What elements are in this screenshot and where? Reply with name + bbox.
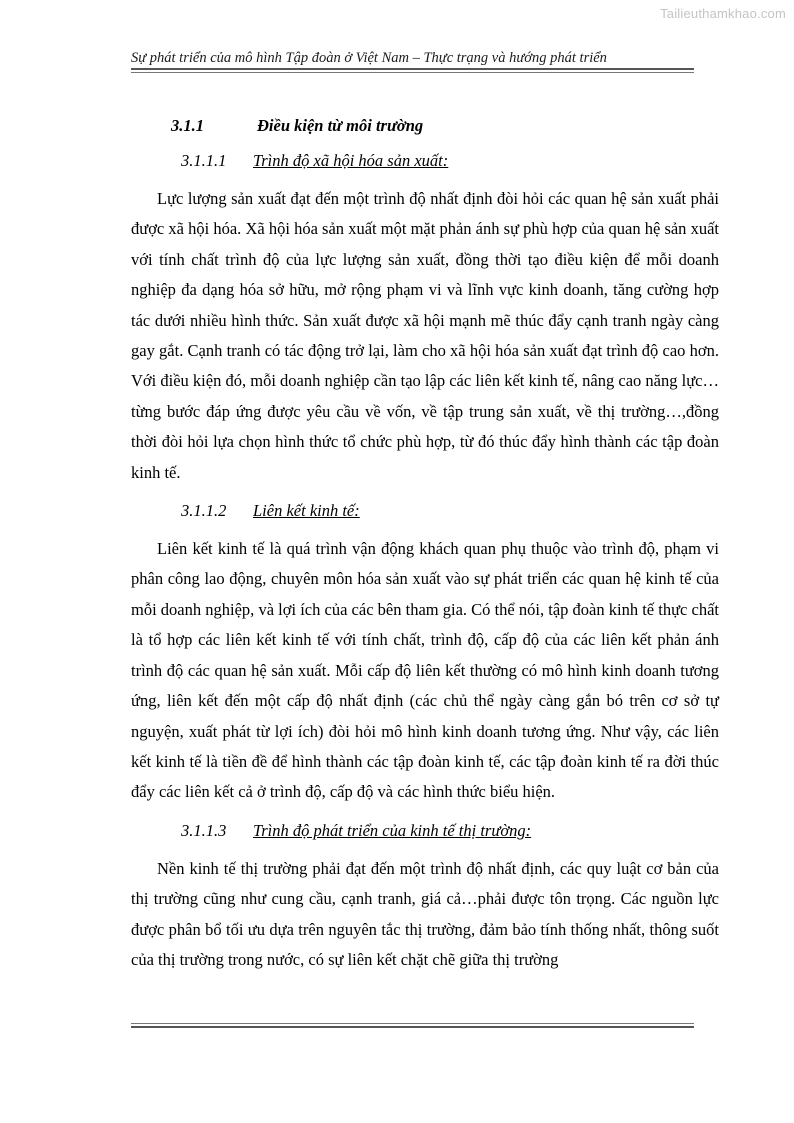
running-header: Sự phát triển của mô hình Tập đoàn ở Việt Nam – Thực trạng và hướng phát triển <box>131 50 607 66</box>
footer-rule <box>131 1026 694 1028</box>
watermark: Tailieuthamkhao.com <box>660 6 786 21</box>
section-title: Điều kiện từ môi trường <box>257 116 424 135</box>
subsection-number: 3.1.1.1 <box>181 151 227 170</box>
subsection-heading-1 <box>181 148 719 174</box>
subsection-number: 3.1.1.3 <box>181 820 227 840</box>
paragraph-2: Liên kết kinh tế là quá trình vận động khách quan phụ thuộc vào trình độ, phạm vi phân công lao động, chuyên môn hóa sản xuất vào sự phát triển các quan hệ kinh tế của mỗi doanh nghiệp, và lợi ích của các bên tham gia. Có thể nói, tập đoàn kinh tế thực chất là tổ hợp các liên kết kinh tế với tính chất, trình độ, cấp độ của các liên kết phản ánh trình độ các quan hệ sản xuất. Mỗi cấp độ liên kết thường có mô hình kinh doanh tương ứng, liên kết đến một cấp độ nhất định (các chủ thể ngày càng gắn bó trên cơ sở tự nguyện, xuất phát từ lợi ích) đòi hỏi mô hình kinh doanh tương ứng. Như vậy, các liên kết kinh tế là tiền đề để hình thành các tập đoàn kinh tế, các tập đoàn kinh tế ra đời thúc đẩy các liên kết cả ở trình độ, cấp độ và các hình thức biểu hiện. <box>131 539 719 802</box>
header-rule-thin <box>131 72 694 73</box>
page-body <box>131 108 719 985</box>
subsection-heading-3 <box>181 818 719 844</box>
subsection-title: Trình độ phát triển của kinh tế thị trường: <box>253 820 532 840</box>
subsection-heading-2 <box>181 498 719 524</box>
paragraph-3: Nền kinh tế thị trường phải đạt đến một trình độ nhất định, các quy luật cơ bản của thị trường cũng như cung cầu, cạnh tranh, giá cả…phải được tôn trọng. Các nguồn lực được phân bổ tối ưu dựa trên nguyên tắc thị trường, đảm bảo tính thống nhất, thông suốt của thị trường trong nước, có sự liên kết chặt chẽ giữa thị trường <box>131 858 719 969</box>
section-heading <box>171 116 719 136</box>
subsection-title: Trình độ xã hội hóa sản xuất: <box>253 151 449 170</box>
header-rule <box>131 68 694 70</box>
paragraph-1: Lực lượng sản xuất đạt đến một trình độ nhất định đòi hỏi các quan hệ sản xuất phải được xã hội hóa. Xã hội hóa sản xuất một mặt phản ánh sự phù hợp của quan hệ sản xuất với tính chất trình độ của lực lượng sản xuất, đồng thời tạo điều kiện để mỗi doanh nghiệp đa dạng hóa sở hữu, mở rộng phạm vi và lĩnh vực kinh doanh, tăng cường hợp tác dưới nhiều hình thức. Sản xuất được xã hội mạnh mẽ thúc đẩy cạnh tranh ngày càng gay gắt. Cạnh tranh có tác động trở lại, làm cho xã hội hóa sản xuất đạt trình độ cao hơn. Với điều kiện đó, mỗi doanh nghiệp cần tạo lập các liên kết kinh tế, nâng cao năng lực…từng bước đáp ứng được yêu cầu về vốn, về tập trung sản xuất, về thị trường…,đồng thời đòi hỏi lựa chọn hình thức tổ chức phù hợp, từ đó thúc đẩy hình thành các tập đoàn kinh tế. <box>131 189 719 482</box>
footer-rule-thin <box>131 1023 694 1024</box>
subsection-title: Liên kết kinh tế: <box>253 501 360 521</box>
section-number: 3.1.1 <box>171 116 204 135</box>
subsection-number: 3.1.1.2 <box>181 501 227 521</box>
